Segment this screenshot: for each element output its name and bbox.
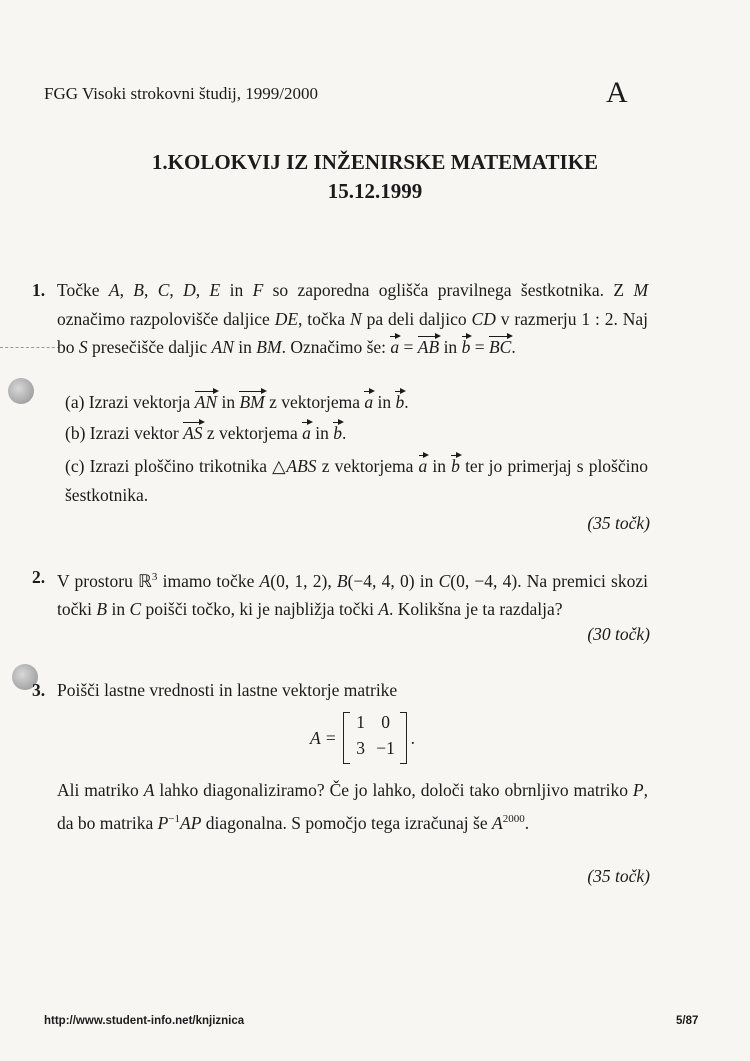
text-segment: v razmerju 1 : 2. Naj bo (57, 308, 648, 357)
problem-number: 3. (32, 680, 46, 700)
superscript: 3 (151, 571, 158, 583)
text-segment: Poišči lastne vrednosti in lastne vektorje matrike (57, 680, 398, 700)
points-3: (35 točk) (587, 866, 650, 886)
text-segment: in (427, 456, 452, 476)
text-segment: . (404, 392, 409, 412)
text-segment: (−4, 4, 0) in (347, 570, 439, 591)
text-segment: (0, −4, 4). Na premici skozi točki (57, 570, 648, 620)
text-segment: diagonalna. S pomočjo tega izračunaj še (201, 812, 493, 833)
matrix-cell: 0 (381, 712, 390, 732)
vector-symbol: BC (488, 337, 512, 357)
math-symbol: N (350, 308, 362, 329)
math-symbol: A (259, 570, 271, 591)
text-segment: = (399, 337, 418, 357)
exam-title (0, 148, 750, 206)
math-symbol: BM (256, 337, 282, 357)
text-segment: . (524, 812, 530, 833)
text-segment: in (233, 337, 257, 357)
vector-symbol: a (364, 392, 374, 412)
text-segment: , (144, 280, 158, 300)
subpart-a (65, 392, 409, 413)
text-segment: poišči točko, ki je najbližja točki (141, 599, 379, 620)
vector-symbol: a (418, 456, 428, 476)
text-segment: označimo razpolovišče daljice (57, 308, 275, 329)
vector-symbol: AB (417, 337, 440, 357)
text-segment: z vektorjema (264, 392, 365, 412)
vector-symbol: a (390, 337, 400, 357)
matrix-period: . (410, 727, 415, 748)
exam-variant: A (606, 76, 628, 109)
math-symbol: S (78, 337, 88, 357)
scan-artifact-line (0, 347, 60, 348)
text-segment: , točka (298, 308, 351, 329)
footer-url: http://www.student-info.net/knjiznica (44, 1015, 245, 1027)
text-segment: imamo točke (157, 570, 260, 591)
problem-3-question (57, 776, 648, 837)
text-segment: (a) Izrazi vektorja (65, 392, 195, 412)
points-1: (35 točk) (587, 513, 650, 533)
text-segment: , da bo matrika (57, 780, 648, 833)
text-segment: , (119, 280, 134, 300)
text-segment: z vektorjema (316, 456, 419, 476)
text-segment: . (511, 337, 516, 357)
text-segment: . Označimo še: (281, 337, 391, 357)
text-segment: in (310, 423, 334, 443)
text-segment: ter jo primerjaj s ploščino šestkotnika. (65, 456, 648, 505)
math-symbol: C (157, 280, 170, 300)
math-symbol: A (492, 812, 503, 833)
problem-2-text (57, 563, 648, 624)
text-segment: , (195, 280, 210, 300)
math-symbol: B (96, 599, 108, 620)
page-number: 5/87 (676, 1015, 699, 1027)
math-symbol: A (143, 780, 155, 800)
matrix-cell: −1 (376, 738, 395, 758)
text-segment: pa deli daljico (361, 308, 472, 329)
text-segment: V prostoru ℝ (57, 570, 152, 591)
vector-symbol: AN (194, 392, 218, 412)
text-segment: . (342, 423, 347, 443)
superscript: −1 (168, 812, 181, 825)
math-symbol: B (133, 280, 144, 300)
text-segment: (c) Izrazi ploščino trikotnika △ (65, 456, 287, 476)
matrix-equation (310, 712, 415, 764)
math-symbol: DE (274, 308, 299, 329)
punch-hole (8, 378, 34, 404)
math-symbol: C (438, 570, 451, 591)
text-segment: , (169, 280, 184, 300)
math-symbol: M (633, 280, 649, 300)
course-header: FGG Visoki strokovni študij, 1999/2000 (44, 84, 319, 103)
math-symbol: A (108, 280, 120, 300)
matrix (343, 712, 407, 764)
matrix-cell: 3 (356, 738, 365, 758)
subpart-b (65, 423, 346, 444)
matrix-label: A = (310, 727, 337, 748)
vector-symbol: AS (183, 423, 203, 443)
math-symbol: C (129, 599, 142, 620)
text-segment: Ali matriko (57, 780, 144, 800)
text-segment: in (373, 392, 396, 412)
text-segment: = (470, 337, 489, 357)
subpart-c (65, 452, 648, 509)
points-2: (30 točk) (587, 624, 650, 644)
vector-symbol: b (395, 392, 405, 412)
text-segment: in (220, 280, 253, 300)
text-segment: z vektorjema (202, 423, 303, 443)
text-segment: in (217, 392, 240, 412)
text-segment: (0, 1, 2), (270, 570, 337, 591)
problem-1-text (57, 276, 648, 362)
text-segment: presečišče daljic (87, 337, 212, 357)
math-symbol: ABS (286, 456, 317, 476)
math-symbol: P (157, 812, 169, 833)
text-segment: in (439, 337, 462, 357)
math-symbol: AN (211, 337, 234, 357)
problem-number: 1. (32, 280, 46, 300)
text-segment: . Kolikšna je ta razdalja? (389, 599, 563, 620)
text-segment: in (107, 599, 130, 620)
math-symbol: P (632, 780, 644, 800)
math-symbol: B (336, 570, 348, 591)
text-segment: lahko diagonaliziramo? Če jo lahko, določi tako obrnljivo matriko (154, 780, 633, 800)
exam-date: 15.12.1999 (327, 179, 423, 203)
text-segment: (b) Izrazi vektor (65, 423, 184, 443)
problem-number: 2. (32, 567, 46, 587)
superscript: 2000 (502, 812, 525, 825)
math-symbol: F (252, 280, 264, 300)
math-symbol: D (183, 280, 196, 300)
text-segment: so zaporedna oglišča pravilnega šestkotnika. Z (263, 280, 634, 300)
math-symbol: E (209, 280, 221, 300)
title-line: 1.KOLOKVIJ IZ INŽENIRSKE MATEMATIKE (151, 150, 599, 174)
vector-symbol: b (333, 423, 342, 443)
problem-3-text (57, 676, 648, 705)
math-symbol: CD (471, 308, 496, 329)
text-segment: Točke (57, 280, 109, 300)
vector-symbol: b (461, 337, 471, 357)
vector-symbol: BM (239, 392, 265, 412)
vector-symbol: a (302, 423, 311, 443)
math-symbol: AP (180, 812, 202, 833)
math-symbol: A (378, 599, 390, 620)
matrix-cell: 1 (356, 712, 365, 732)
vector-symbol: b (451, 456, 460, 476)
